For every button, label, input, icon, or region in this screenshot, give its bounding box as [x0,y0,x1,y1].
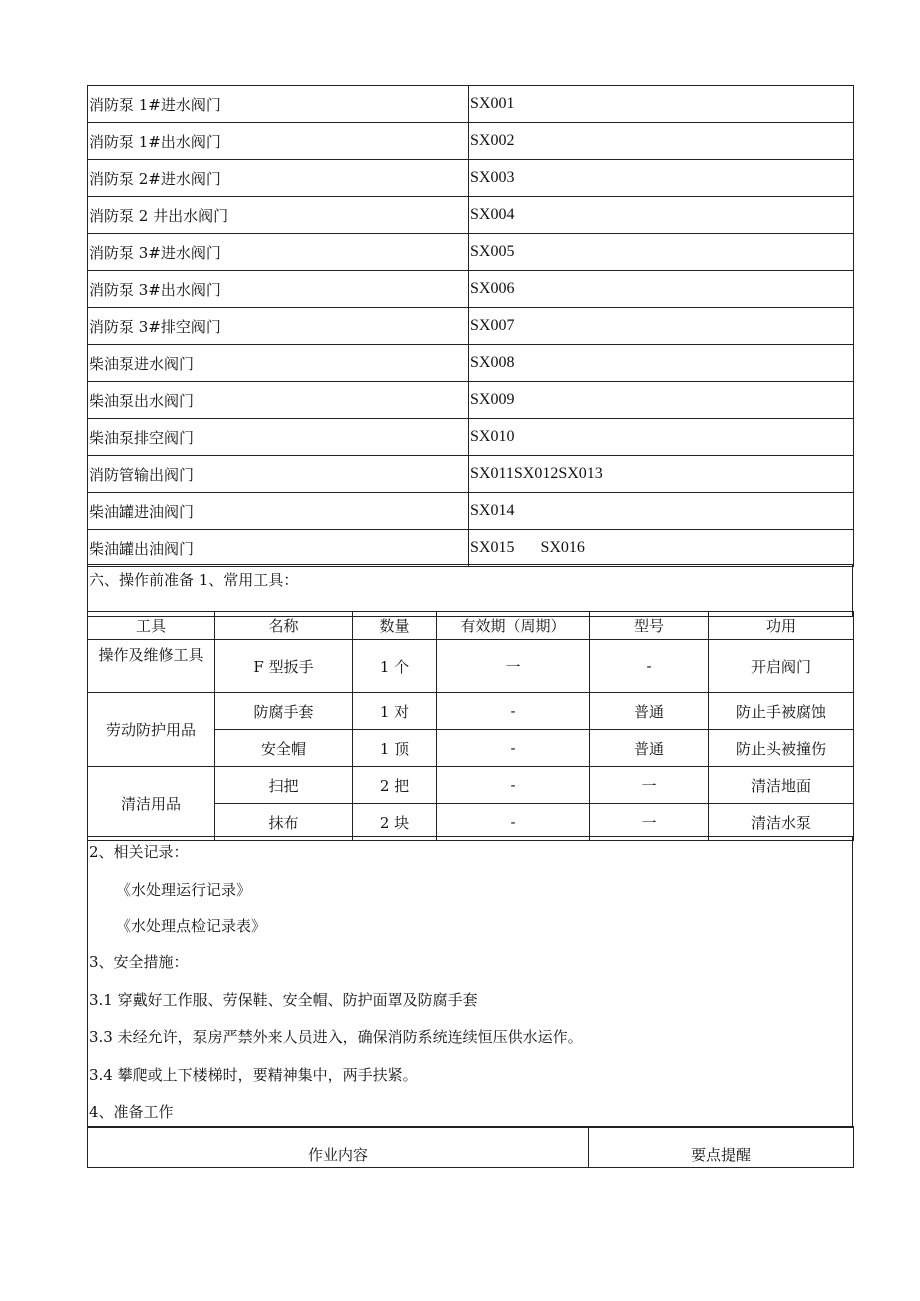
tool-use: 防止手被腐蚀 [709,693,854,730]
tool-category: 劳动防护用品 [88,693,215,767]
column-header: 名称 [215,612,353,640]
table-row [88,123,854,160]
valve-code: SX009 [469,382,854,419]
valve-name: 消防泵 3#出水阀门 [88,271,469,308]
tool-category: 操作及维修工具 [88,640,215,693]
table-row [88,693,854,730]
safety-item: 3.1 穿戴好工作服、劳保鞋、安全帽、防护面罩及防腐手套 [89,991,478,1009]
record-item: 《水处理运行记录》 [116,881,252,899]
tool-name: 抹布 [215,804,353,841]
tool-model: 一 [590,804,709,841]
tool-use: 防止头被撞伤 [709,730,854,767]
column-header-work-content: 作业内容 [88,1127,589,1168]
table-row [88,308,854,345]
work-table [87,1126,854,1168]
tool-model: - [590,640,709,693]
table-row [88,234,854,271]
tool-name: F 型扳手 [215,640,353,693]
valve-name: 柴油罐进油阀门 [88,493,469,530]
valve-code [469,530,854,567]
tool-qty: 2 把 [353,767,437,804]
prep-heading: 4、准备工作 [89,1103,174,1121]
safety-heading: 3、安全措施： [89,953,189,971]
safety-item: 3.3 未经允许，泵房严禁外来人员进入，确保消防系统连续恒压供水运作。 [89,1028,583,1046]
tool-model: 普通 [590,730,709,767]
valve-code-a: SX015 [470,539,515,556]
table-row [88,86,854,123]
valve-code-b: SX016 [540,539,585,556]
valve-code: SX004 [469,197,854,234]
table-row [88,419,854,456]
record-item: 《水处理点检记录表》 [116,917,267,935]
table-row [88,493,854,530]
valve-code: SX014 [469,493,854,530]
tool-qty: 1 对 [353,693,437,730]
valve-name: 消防管输出阀门 [88,456,469,493]
section-6-heading: 六、操作前准备 1、常用工具： [88,565,853,617]
tool-model: 一 [590,767,709,804]
tool-qty: 1 顶 [353,730,437,767]
table-header-row [88,1127,854,1168]
valve-code: SX007 [469,308,854,345]
tool-qty: 1 个 [353,640,437,693]
column-header: 功用 [709,612,854,640]
tool-name: 防腐手套 [215,693,353,730]
tool-model: 普通 [590,693,709,730]
valve-name: 消防泵 2 井出水阀门 [88,197,469,234]
valve-name: 消防泵 3#排空阀门 [88,308,469,345]
tool-qty: 2 块 [353,804,437,841]
tool-category: 清洁用品 [88,767,215,841]
table-row [88,382,854,419]
table-header-row [88,612,854,640]
valve-code: SX003 [469,160,854,197]
tool-name: 安全帽 [215,730,353,767]
valve-name: 柴油泵排空阀门 [88,419,469,456]
valve-code: SX011SX012SX013 [469,456,854,493]
table-row [88,640,854,693]
tool-use: 清洁水泵 [709,804,854,841]
valve-code: SX010 [469,419,854,456]
tool-period: - [437,693,590,730]
table-row [88,160,854,197]
valve-code: SX006 [469,271,854,308]
tool-use: 清洁地面 [709,767,854,804]
valve-name: 消防泵 1#进水阀门 [88,86,469,123]
column-header: 型号 [590,612,709,640]
safety-item: 3.4 攀爬或上下楼梯时，要精神集中，两手扶紧。 [89,1066,418,1084]
notes-block [87,836,853,1128]
column-header: 有效期（周期） [437,612,590,640]
tool-period: - [437,767,590,804]
valve-name: 消防泵 1#出水阀门 [88,123,469,160]
column-header-key-points: 要点提醒 [589,1127,854,1168]
valve-name: 柴油泵出水阀门 [88,382,469,419]
valve-code: SX005 [469,234,854,271]
tool-period: - [437,804,590,841]
tool-period: - [437,730,590,767]
tool-period: 一 [437,640,590,693]
table-row [88,767,854,804]
valve-code: SX002 [469,123,854,160]
column-header: 数量 [353,612,437,640]
valve-code: SX001 [469,86,854,123]
valve-name: 柴油罐出油阀门 [88,530,469,567]
section-6-block [87,564,853,617]
valve-name: 消防泵 2#进水阀门 [88,160,469,197]
valve-name: 柴油泵进水阀门 [88,345,469,382]
valve-name: 消防泵 3#进水阀门 [88,234,469,271]
tool-use: 开启阀门 [709,640,854,693]
records-heading: 2、相关记录： [89,843,189,861]
valve-table [87,85,854,567]
valve-code: SX008 [469,345,854,382]
column-header: 工具 [88,612,215,640]
tool-name: 扫把 [215,767,353,804]
table-row [88,271,854,308]
table-row [88,345,854,382]
table-row [88,530,854,567]
table-row [88,197,854,234]
tools-table [87,611,854,841]
table-row [88,456,854,493]
